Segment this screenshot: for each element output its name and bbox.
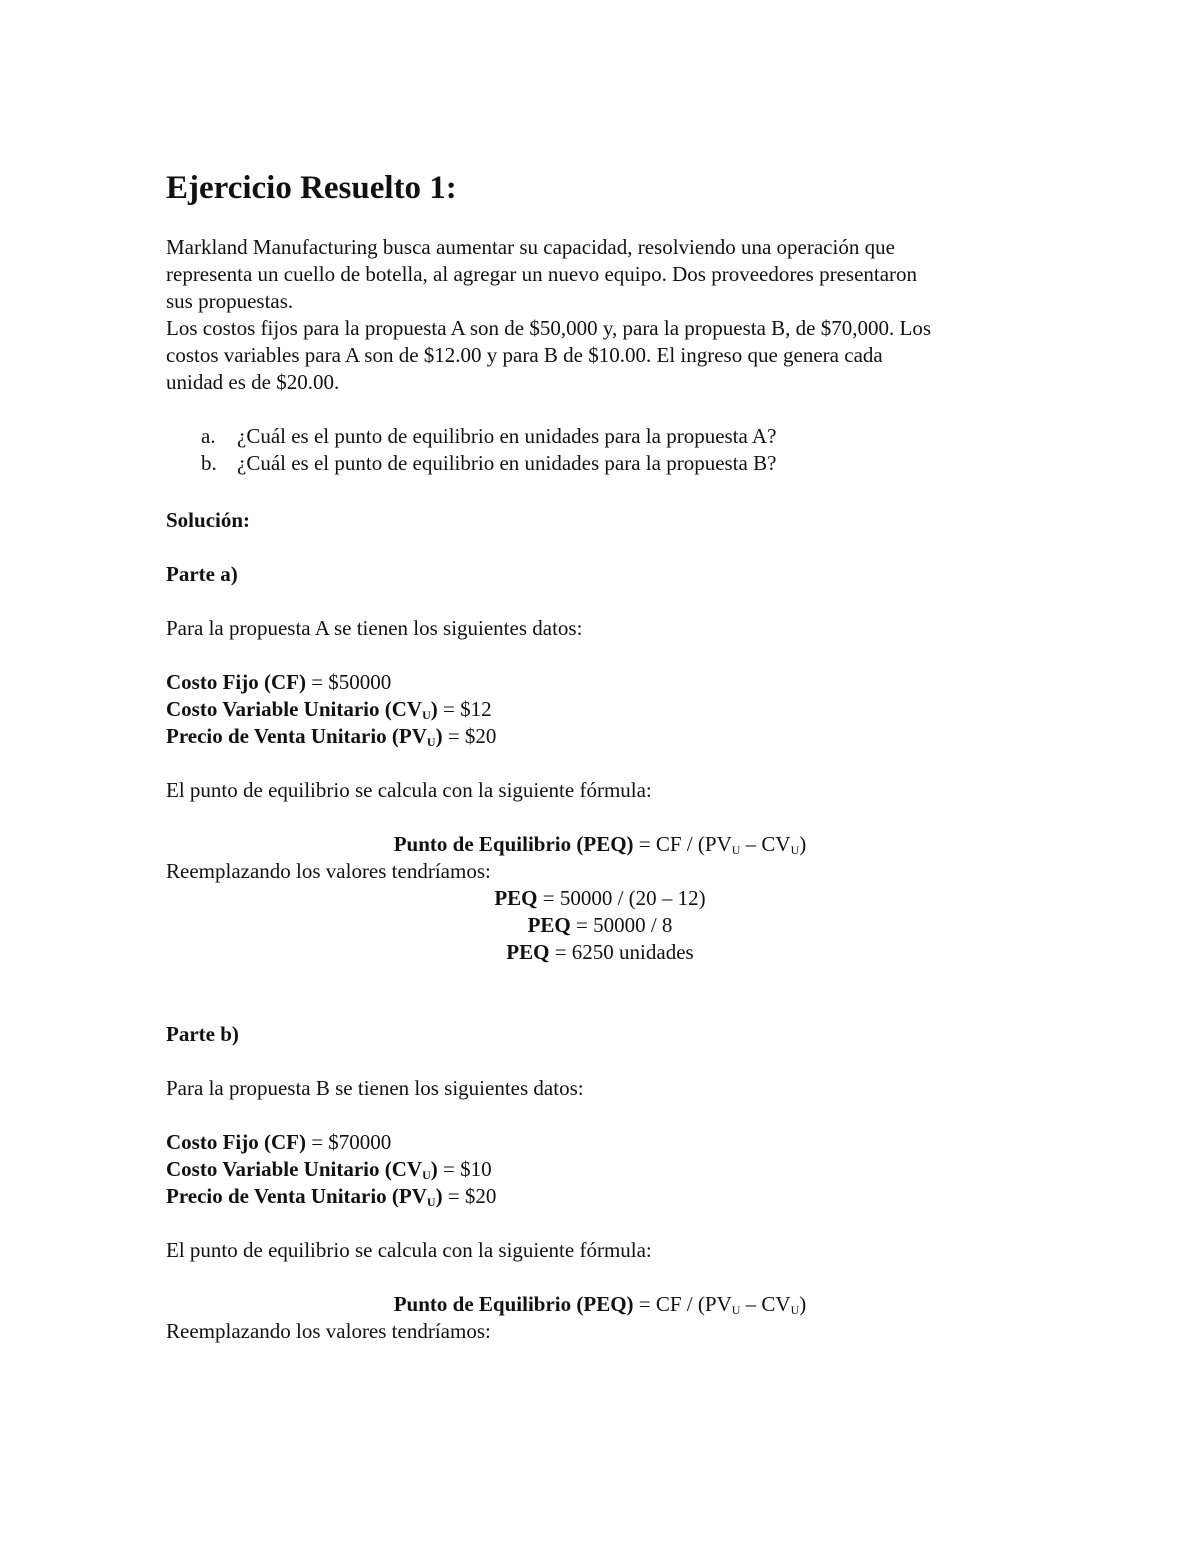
sale-price-line: Precio de Venta Unitario $(PV_U)$ = $20 [166, 1184, 497, 1209]
question-item [166, 423, 1034, 450]
intro-line: unidad es de $20.00. [166, 370, 340, 394]
variable-cost-line: Costo Variable Unitario $(CV_U)$ = $10 [166, 1157, 492, 1182]
replace-text: Reemplazando los valores tendríamos: [166, 859, 491, 883]
question-item [166, 450, 1034, 477]
document-content [166, 168, 1034, 1345]
problem-statement [166, 234, 1034, 396]
formula-intro: El punto de equilibrio se calcula con la siguiente fórmula: [166, 1238, 652, 1262]
solution-heading: Solución: [166, 508, 251, 532]
part-heading: Parte b) [166, 1022, 239, 1046]
formula-line: Punto de Equilibrio (PEQ) = CF / $(PV_U - CV_U)$ [393, 832, 807, 857]
list-marker: a. [201, 424, 216, 448]
intro-line: Markland Manufacturing busca aumentar su capacidad, resolviendo una operación que [166, 235, 895, 259]
question-text: ¿Cuál es el punto de equilibrio en unidades para la propuesta B? [237, 451, 777, 475]
calc-result-line: PEQ = 6250 unidades [506, 940, 694, 964]
question-list [166, 423, 1034, 477]
calc-line: PEQ = 50000 / (20 – 12) [494, 886, 706, 910]
page-title: Ejercicio Resuelto 1: [166, 170, 457, 206]
formula-intro: El punto de equilibrio se calcula con la siguiente fórmula: [166, 778, 652, 802]
part-a-section [166, 561, 1034, 966]
intro-line: sus propuestas. [166, 289, 294, 313]
list-marker: b. [201, 451, 217, 475]
part-b-section [166, 1021, 1034, 1345]
part-heading: Parte a) [166, 562, 238, 586]
calc-line: PEQ = 50000 / 8 [527, 913, 673, 937]
replace-text: Reemplazando los valores tendríamos: [166, 1319, 491, 1343]
intro-line: representa un cuello de botella, al agregar un nuevo equipo. Dos proveedores presentaron [166, 262, 918, 286]
data-block [166, 1129, 1034, 1210]
fixed-cost-line: Costo Fijo (CF) = $70000 [166, 1130, 392, 1154]
question-text: ¿Cuál es el punto de equilibrio en unidades para la propuesta A? [237, 424, 777, 448]
intro-line: costos variables para A son de $12.00 y para B de $10.00. El ingreso que genera cada [166, 343, 883, 367]
fixed-cost-line: Costo Fijo (CF) = $50000 [166, 670, 392, 694]
formula-line: Punto de Equilibrio (PEQ) = CF / $(PV_U - CV_U)$ [393, 1292, 807, 1317]
sale-price-line: Precio de Venta Unitario $(PV_U)$ = $20 [166, 724, 497, 749]
part-intro: Para la propuesta A se tienen los siguientes datos: [166, 616, 583, 640]
variable-cost-line: Costo Variable Unitario $(CV_U)$ = $12 [166, 697, 492, 722]
part-intro: Para la propuesta B se tienen los siguientes datos: [166, 1076, 584, 1100]
intro-line: Los costos fijos para la propuesta A son de $50,000 y, para la propuesta B, de $70,000. Los [166, 316, 932, 340]
data-block [166, 669, 1034, 750]
